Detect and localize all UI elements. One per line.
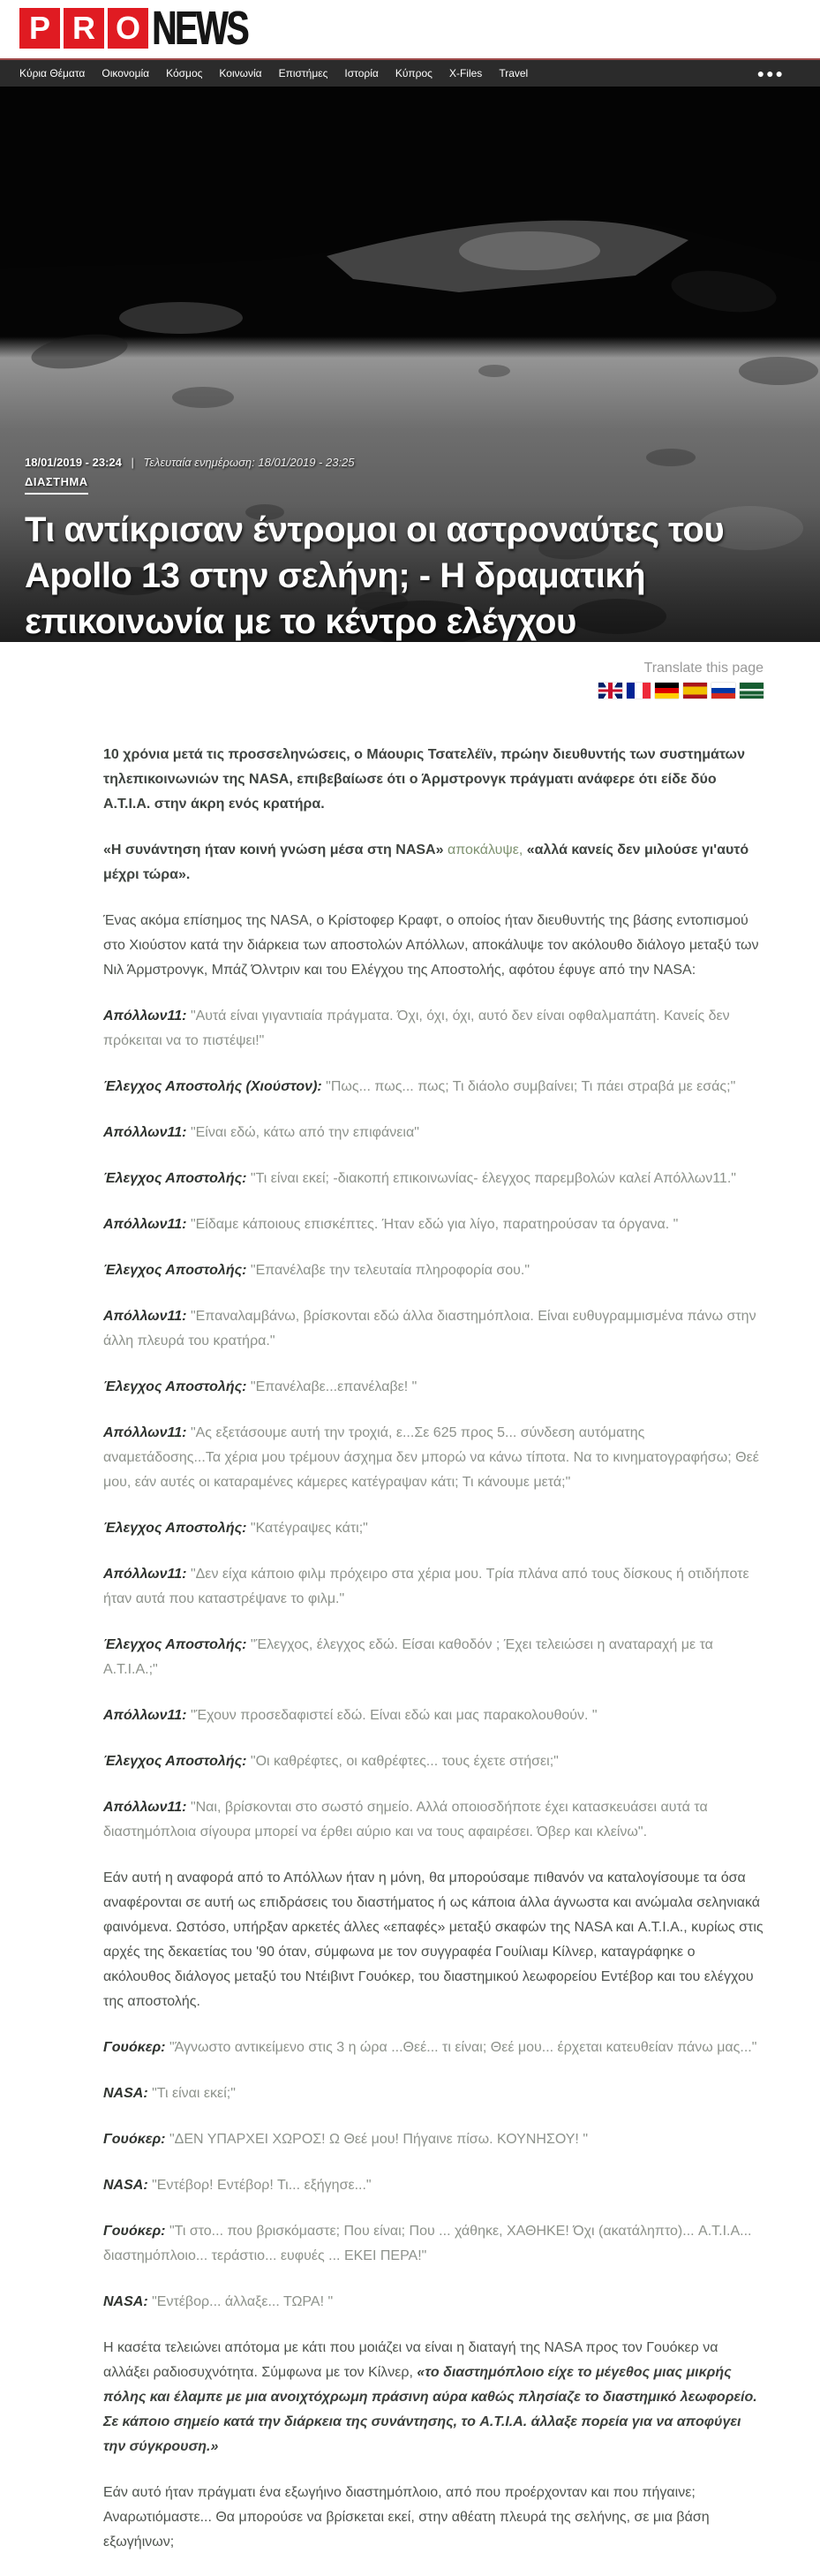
dialog-line (103, 1633, 764, 1682)
logo-letter-o: O (108, 8, 148, 49)
nav-item-society[interactable]: Κοινωνία (219, 67, 262, 79)
paragraph: Εάν αυτό ήταν πράγματι ένα εξωγήινο διαστημόπλοιο, από που προέρχονταν και που πήγαινε; Αναρωτιόμαστε... Θα μπορούσε να βρίσκεται εκεί, στην αθέατη πλευρά της σελήνης, σε μια βάση εξωγήινων; (103, 2485, 710, 2550)
dialog-quote: "Τι στο... που βρισκόμαστε; Που είναι; Που ... χάθηκε, ΧΑΘΗΚΕ! Όχι (ακατάληπτο)... A.T.I.A... διαστημόπλοιο... τεράστιο... ευφυές ... ΕΚΕΙ ΠΕΡΑ!" (103, 2224, 752, 2263)
translate-label: Translate this page (643, 661, 764, 676)
dialog-line (103, 1075, 764, 1099)
dialog-speaker: Γουόκερ: (103, 2224, 166, 2239)
dialog-speaker: Απόλλων11: (103, 1567, 187, 1582)
dialog-speaker: Έλεγχος Αποστολής: (103, 1379, 247, 1394)
dialog-line (103, 1167, 764, 1191)
paragraph: Ένας ακόμα επίσημος της NASA, ο Κρίστοφερ Κραφτ, ο οποίος ήταν διευθυντής της βάσης εντοπισμού στο Χιούστον κατά την διάρκεια των αποστολών Απόλλων, αποκάλυψε τον ακόλουθο διάλογο μεταξύ των Νιλ Άρμστρονγκ, Μπάζ Όλντριν και του Ελέγχου της Αποστολής, αφότου έφυγε από την NASA: (103, 913, 759, 978)
fr-flag-button[interactable] (627, 683, 651, 699)
sa-flag-button[interactable] (740, 683, 764, 699)
hero-overlay (25, 456, 749, 642)
dialog-speaker: Απόλλων11: (103, 1217, 187, 1232)
dialog-line (103, 2173, 764, 2198)
nav-item-sciences[interactable]: Επιστήμες (278, 67, 328, 79)
dialog-line (103, 1258, 764, 1283)
nav-item-history[interactable]: Ιστορία (344, 67, 379, 79)
main-nav-items (19, 67, 757, 79)
dialog-speaker: NASA: (103, 2178, 148, 2193)
article-meta (25, 456, 749, 469)
nav-item-travel[interactable]: Travel (499, 67, 529, 79)
article-title: Τι αντίκρισαν έντρομοι οι αστροναύτες του Apollo 13 στην σελήνη; - Η δραματική επικοινωνία με το κέντρο ελέγχου (25, 510, 725, 641)
dialog-line (103, 1562, 764, 1612)
dialog-speaker: Έλεγχος Αποστολής: (103, 1521, 247, 1536)
dialog-quote: "Κατέγραψες κάτι;" (250, 1521, 368, 1536)
dialog-quote: "Έχουν προσεδαφιστεί εδώ. Είναι εδώ και μας παρακολουθούν. " (190, 1708, 598, 1723)
dialog-line (103, 1375, 764, 1400)
dialog-speaker: Γουόκερ: (103, 2132, 166, 2147)
dialog-speaker: Γουόκερ: (103, 2040, 166, 2055)
uk-flag-button[interactable] (598, 683, 622, 699)
logo-letter-p: P (19, 8, 60, 49)
logo-news-text: NEWS (152, 2, 247, 55)
dialog-line (103, 1516, 764, 1541)
dialog-quote: "Επανέλαβε...επανέλαβε! " (250, 1379, 418, 1394)
dialog-quote: "Άγνωστο αντικείμενο στις 3 η ώρα ...Θεέ... τι είναι; Θεέ μου... έρχεται κατευθείαν πάνω μας..." (169, 2040, 757, 2055)
nav-item-economy[interactable]: Οικονομία (102, 67, 150, 79)
dialog-line (103, 1121, 764, 1145)
dialog-speaker: Έλεγχος Αποστολής: (103, 1754, 247, 1769)
dialog-speaker: NASA: (103, 2086, 148, 2101)
more-menu-icon[interactable]: ●●● (756, 66, 785, 80)
dialog-quote: "Είδαμε κάποιους επισκέπτες. Ήταν εδώ για λίγο, παρατηρούσαν τα όργανα. " (190, 1217, 679, 1232)
dialog-quote: "Είναι εδώ, κάτω από την επιφάνεια" (190, 1125, 419, 1140)
pronews-logo[interactable] (0, 0, 820, 55)
dialog-speaker: Απόλλων11: (103, 1708, 187, 1723)
dialog-quote: "Τι είναι εκεί;" (152, 2086, 236, 2101)
dialog-quote: "Δεν είχα κάποιο φιλμ πρόχειρο στα χέρια μου. Τρία πλάνα από τους δίσκους ή οτιδήποτε ήταν αυτά που καταστρέψανε το φιλμ." (103, 1567, 749, 1606)
dialog-speaker: Απόλλων11: (103, 1008, 187, 1024)
dialog-line (103, 2219, 764, 2269)
text-segment[interactable]: αποκάλυψε, (447, 842, 523, 857)
dialog-line (103, 1004, 764, 1054)
paragraph: 10 χρόνια μετά τις προσσεληνώσεις, ο Μάουρις Τσατελέϊν, πρώην διευθυντής των συστημάτων τηλεπικοινωνιών της NASA, επιβεβαίωσε ότι ο Άρμστρονγκ πράγματι ανάφερε ότι είδε δύο A.T.I.A. στην άκρη ενός κρατήρα. (103, 747, 745, 812)
dialog-quote: "Ναι, βρίσκονται στο σωστό σημείο. Αλλά οποιοσδήποτε έχει κατασκευάσει αυτά τα διαστημόπλοια σίγουρα μπορεί να έρθει αύριο και να τους αφαιρέσει. Όβερ και κλείνω". (103, 1800, 708, 1839)
dialog-speaker: Έλεγχος Αποστολής (Χιούστον): (103, 1079, 322, 1094)
article-body (103, 743, 764, 2555)
de-flag-button[interactable] (655, 683, 679, 699)
dialog-speaker: Έλεγχος Αποστολής: (103, 1637, 247, 1652)
text-segment: «Η συνάντηση ήταν κοινή γνώση μέσα στη NASA» (103, 842, 448, 857)
translate-flags (0, 683, 764, 699)
main-nav (0, 58, 820, 87)
paragraph (103, 2336, 764, 2459)
dialog-line (103, 1212, 764, 1237)
dialog-line (103, 1304, 764, 1354)
logo-letter-r: R (64, 8, 104, 49)
nav-item-world[interactable]: Κόσμος (166, 67, 203, 79)
dialog-speaker: Απόλλων11: (103, 1309, 187, 1324)
paragraph (103, 838, 764, 888)
paragraph: Εάν αυτή η αναφορά από το Απόλλων ήταν η μόνη, θα μπορούσαμε πιθανόν να καταλογίσουμε τα όσα αναφέρονται σε αυτή ως επιδράσεις του διαστήματος ή ως κάποια άλλα άγνωστα και ανώμαλα σεληνιακά φαινόμενα. Ωστόσο, υπήρξαν αρκετές άλλες «επαφές» μεταξύ σκαφών της NASA και A.T.I.A., κυρίως στις αρχές της δεκαετίας του '90 όταν, σύμφωνα με τον συγγραφέα Γουίλιαμ Κίλνερ, καταγράφηκε ο ακόλουθος διάλογος μεταξύ του Ντέιβιντ Γουόκερ, του διαστημικού λεωφορείου Εντέβορ και του ελέγχου της αποστολής. (103, 1870, 764, 2009)
dialog-line (103, 2036, 764, 2060)
ru-flag-button[interactable] (711, 683, 735, 699)
dialog-line (103, 2081, 764, 2106)
dialog-quote: "Τι είναι εκεί; -διακοπή επικοινωνίας- έλεγχος παρεμβολών καλεί Απόλλων11." (250, 1171, 736, 1186)
dialog-line (103, 1749, 764, 1774)
dialog-line (103, 2127, 764, 2152)
dialog-quote: "Εντέβορ... άλλαξε... ΤΩΡΑ! " (152, 2294, 334, 2309)
hero (0, 87, 820, 642)
publish-date: 18/01/2019 - 23:24 (25, 456, 122, 469)
dialog-quote: "Εντέβορ! Εντέβορ! Τι... εξήγησε..." (152, 2178, 372, 2193)
site-header (0, 0, 820, 58)
category-link[interactable]: ΔΙΑΣΤΗΜΑ (25, 475, 88, 495)
dialog-speaker: Απόλλων11: (103, 1800, 187, 1815)
dialog-quote: "Αυτά είναι γιγαντιαία πράγματα. Όχι, όχι, όχι, αυτό δεν είναι οφθαλμαπάτη. Κανείς δεν πρόκειται να το πιστέψει!" (103, 1008, 730, 1048)
dialog-line (103, 1703, 764, 1728)
dialog-quote: "Επανέλαβε την τελευταία πληροφορία σου." (250, 1263, 530, 1278)
text-segment: «αλλά κανείς δεν μιλούσε γι'αυτό μέχρι τώρα». (103, 842, 749, 882)
text-segment: Η κασέτα τελειώνει απότομα με κάτι που μοιάζει να είναι η διαταγή της NASA προς τον Γουόκερ να αλλάξει ραδιοσυχνότητα. Σύμφωνα με τον Κίλνερ, (103, 2340, 718, 2380)
updated-date: Τελευταία ενημέρωση: 18/01/2019 - 23:25 (143, 456, 355, 469)
dialog-quote: "Ας εξετάσουμε αυτή την τροχιά, ε...Σε 625 προς 5... σύνδεση αυτόματης αναμετάδοσης...Τα χέρια μου τρέμουν άσχημα δεν μπορώ να κάνω τίποτα. Να το κινηματογραφήσω; Θεέ μου, εάν αυτές οι καταραμένες κάμερες κατέγραψαν κάτι; Τι κάνουμε μετά;" (103, 1425, 759, 1490)
dialog-quote: "ΔΕΝ ΥΠΑΡΧΕΙ ΧΩΡΟΣ! Ω Θεέ μου! Πήγαινε πίσω. ΚΟΥΝΗΣΟΥ! " (169, 2132, 588, 2147)
nav-item-x-files[interactable]: X-Files (448, 67, 483, 79)
dialog-speaker: Έλεγχος Αποστολής: (103, 1263, 247, 1278)
dialog-speaker: NASA: (103, 2294, 148, 2309)
dialog-speaker: Έλεγχος Αποστολής: (103, 1171, 247, 1186)
dialog-quote: "Έλεγχος, έλεγχος εδώ. Είσαι καθοδόν ; Έχει τελειώσει η αναταραχή με τα A.T.I.A.;" (103, 1637, 713, 1677)
es-flag-button[interactable] (683, 683, 707, 699)
dialog-quote: "Οι καθρέφτες, οι καθρέφτες... τους έχετε στήσει;" (250, 1754, 559, 1769)
translate-widget (0, 661, 764, 699)
nav-item-cyprus[interactable]: Κύπρος (395, 67, 433, 79)
dialog-speaker: Απόλλων11: (103, 1425, 187, 1440)
dialog-line (103, 1421, 764, 1495)
dialog-line (103, 2290, 764, 2315)
text-segment: «το διαστημόπλοιο είχε το μέγεθος μιας μικρής πόλης και έλαμπε με μια ανοιχτόχρωμη πράσινη αύρα καθώς πλησίαζε το διαστημικό λεωφορείο. Σε κάποιο σημείο κατά την διάρκεια της συνάντησης, το A.T.I.A. άλλαξε πορεία για να αποφύγει την σύγκρουση.» (103, 2365, 757, 2454)
dialog-speaker: Απόλλων11: (103, 1125, 187, 1140)
dialog-line (103, 1795, 764, 1845)
dialog-quote: "Πως... πως... πως; Τι διάολο συμβαίνει; Τι πάει στραβά με εσάς;" (326, 1079, 736, 1094)
dialog-quote: "Επαναλαμβάνω, βρίσκονται εδώ άλλα διαστημόπλοια. Είναι ευθυγραμμισμένα πάνω στην άλλη πλευρά του κρατήρα." (103, 1309, 756, 1348)
meta-separator: | (131, 456, 134, 469)
nav-item-main-topics[interactable]: Κύρια Θέματα (19, 67, 86, 79)
